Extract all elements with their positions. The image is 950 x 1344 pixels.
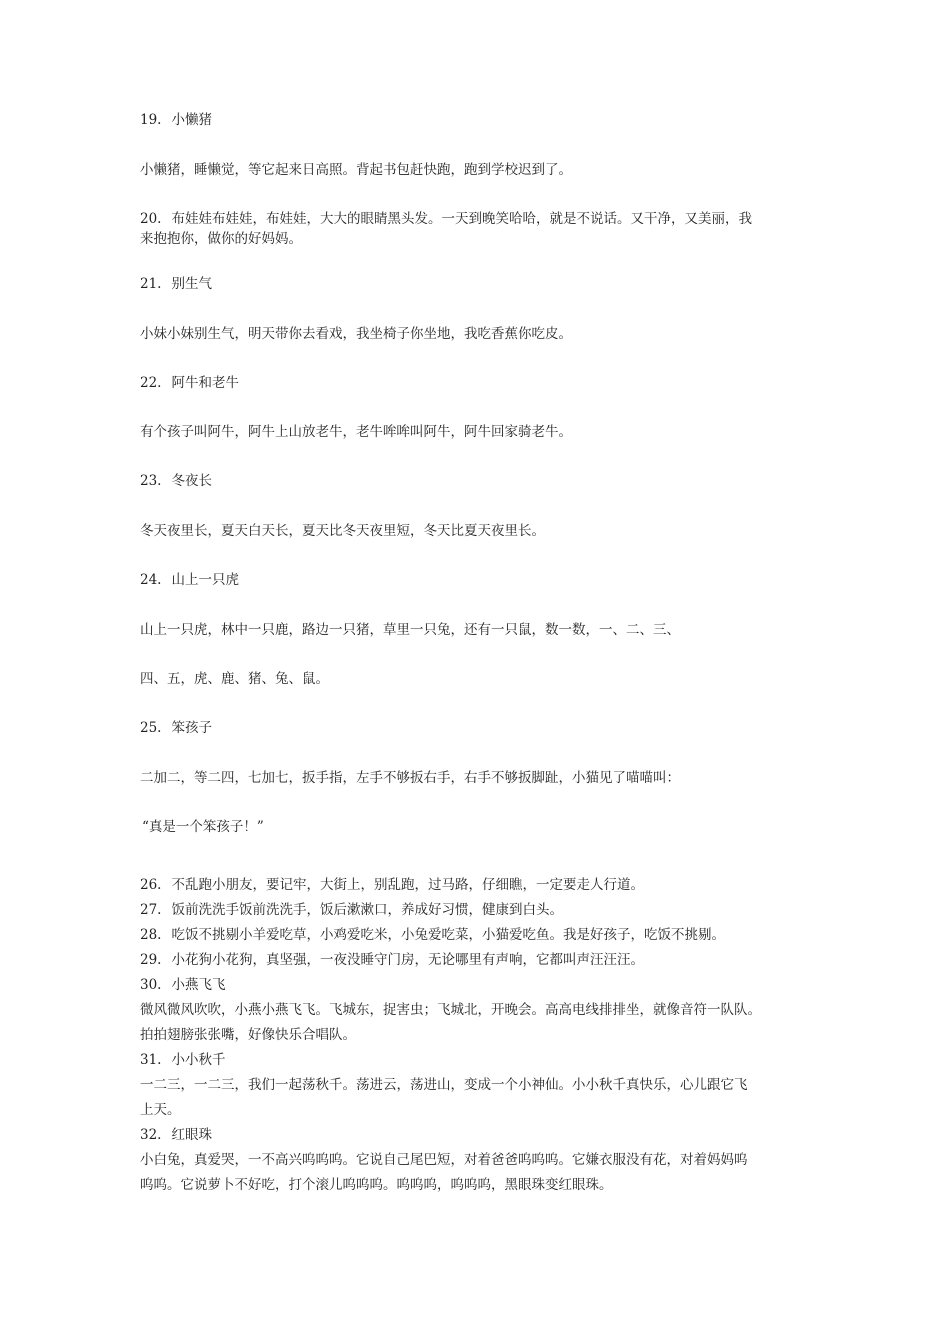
rhyme-25-heading (140, 722, 212, 736)
rhyme-title: 山上一只虎 (171, 572, 239, 588)
rhyme-text: 饭前洗洗手饭前洗洗手，饭后漱漱口，养成好习惯，健康到白头。 (171, 902, 563, 918)
rhyme-31-heading (140, 1054, 225, 1068)
rhyme-19-body: 小懒猪，睡懒觉，等它起来日高照。背起书包赶快跑，跑到学校迟到了。 (140, 162, 572, 178)
rhyme-20-line-1 (140, 213, 752, 227)
rhyme-title: 红眼珠 (171, 1127, 212, 1143)
rhyme-21-body: 小妹小妹别生气，明天带你去看戏，我坐椅子你坐地，我吃香蕉你吃皮。 (140, 326, 572, 342)
rhyme-text: 不乱跑小朋友，要记牢，大街上，别乱跑，过马路，仔细瞧，一定要走人行道。 (171, 877, 644, 893)
rhyme-31-body-line-2: 上天。 (140, 1102, 181, 1118)
rhyme-32-body-line-2: 呜呜。它说萝卜不好吃，打个滚儿呜呜呜。呜呜呜，呜呜呜，黑眼珠变红眼珠。 (140, 1177, 613, 1193)
rhyme-26 (140, 879, 644, 893)
item-number: 26. (140, 877, 162, 893)
rhyme-32-body-line-1: 小白兔，真爱哭，一不高兴呜呜呜。它说自己尾巴短，对着爸爸呜呜呜。它嫌衣服没有花，对着妈妈呜 (140, 1152, 748, 1168)
rhyme-22-body: 有个孩子叫阿牛，阿牛上山放老牛，老牛哞哞叫阿牛，阿牛回家骑老牛。 (140, 424, 572, 440)
rhyme-24-body-line-2: 四、五，虎、鹿、猪、兔、鼠。 (140, 671, 329, 687)
item-number: 27. (140, 902, 162, 918)
rhyme-32-heading (140, 1129, 212, 1143)
item-number: 31. (140, 1052, 162, 1068)
rhyme-29 (140, 954, 644, 968)
rhyme-23-heading (140, 475, 212, 489)
item-number: 19. (140, 112, 162, 128)
item-number: 29. (140, 952, 162, 968)
rhyme-text: 小花狗小花狗，真坚强，一夜没睡守门房，无论哪里有声响，它都叫声汪汪汪。 (171, 952, 644, 968)
rhyme-title: 冬夜长 (171, 473, 212, 489)
item-number: 20. (140, 211, 162, 227)
rhyme-title: 别生气 (171, 276, 212, 292)
rhyme-25-body-line-2: “真是一个笨孩子！” (142, 819, 264, 835)
rhyme-title: 小小秋千 (171, 1052, 226, 1068)
rhyme-text: 布娃娃布娃娃，布娃娃，大大的眼睛黑头发。一天到晚笑哈哈，就是不说话。又干净，又美丽，我 (171, 211, 752, 227)
item-number: 21. (140, 276, 162, 292)
rhyme-24-heading (140, 574, 239, 588)
item-number: 28. (140, 927, 162, 943)
rhyme-30-heading (140, 979, 225, 993)
item-number: 30. (140, 977, 162, 993)
rhyme-title: 小燕飞飞 (171, 977, 226, 993)
rhyme-24-body-line-1: 山上一只虎，林中一只鹿，路边一只猪，草里一只兔，还有一只鼠，数一数，一、二、三、 (140, 622, 680, 638)
rhyme-text: 吃饭不挑剔小羊爱吃草，小鸡爱吃米，小兔爱吃菜，小猫爱吃鱼。我是好孩子，吃饭不挑剔。 (171, 927, 725, 943)
rhyme-30-body-line-2: 拍拍翅膀张张嘴，好像快乐合唱队。 (140, 1027, 356, 1043)
rhyme-20-line-2: 来抱抱你，做你的好妈妈。 (140, 231, 302, 247)
rhyme-25-body-line-1: 二加二，等二四，七加七，扳手指，左手不够扳右手，右手不够扳脚趾，小猫见了喵喵叫： (140, 770, 680, 786)
rhyme-30-body-line-1: 微风微风吹吹，小燕小燕飞飞。飞城东，捉害虫；飞城北，开晚会。高高电线排排坐，就像音符一队队。 (140, 1002, 761, 1018)
item-number: 23. (140, 473, 162, 489)
rhyme-21-heading (140, 278, 212, 292)
rhyme-23-body: 冬天夜里长，夏天白天长，夏天比冬天夜里短，冬天比夏天夜里长。 (140, 523, 545, 539)
item-number: 25. (140, 720, 162, 736)
item-number: 32. (140, 1127, 162, 1143)
rhyme-title: 阿牛和老牛 (171, 375, 239, 391)
rhyme-title: 小懒猪 (171, 112, 212, 128)
item-number: 24. (140, 572, 162, 588)
rhyme-22-heading (140, 377, 239, 391)
item-number: 22. (140, 375, 162, 391)
rhyme-31-body-line-1: 一二三，一二三，我们一起荡秋千。荡进云，荡进山，变成一个小神仙。小小秋千真快乐，心儿跟它飞 (140, 1077, 748, 1093)
rhyme-title: 笨孩子 (171, 720, 212, 736)
rhyme-19-heading (140, 114, 212, 128)
rhyme-27 (140, 904, 563, 918)
rhyme-28 (140, 929, 725, 943)
